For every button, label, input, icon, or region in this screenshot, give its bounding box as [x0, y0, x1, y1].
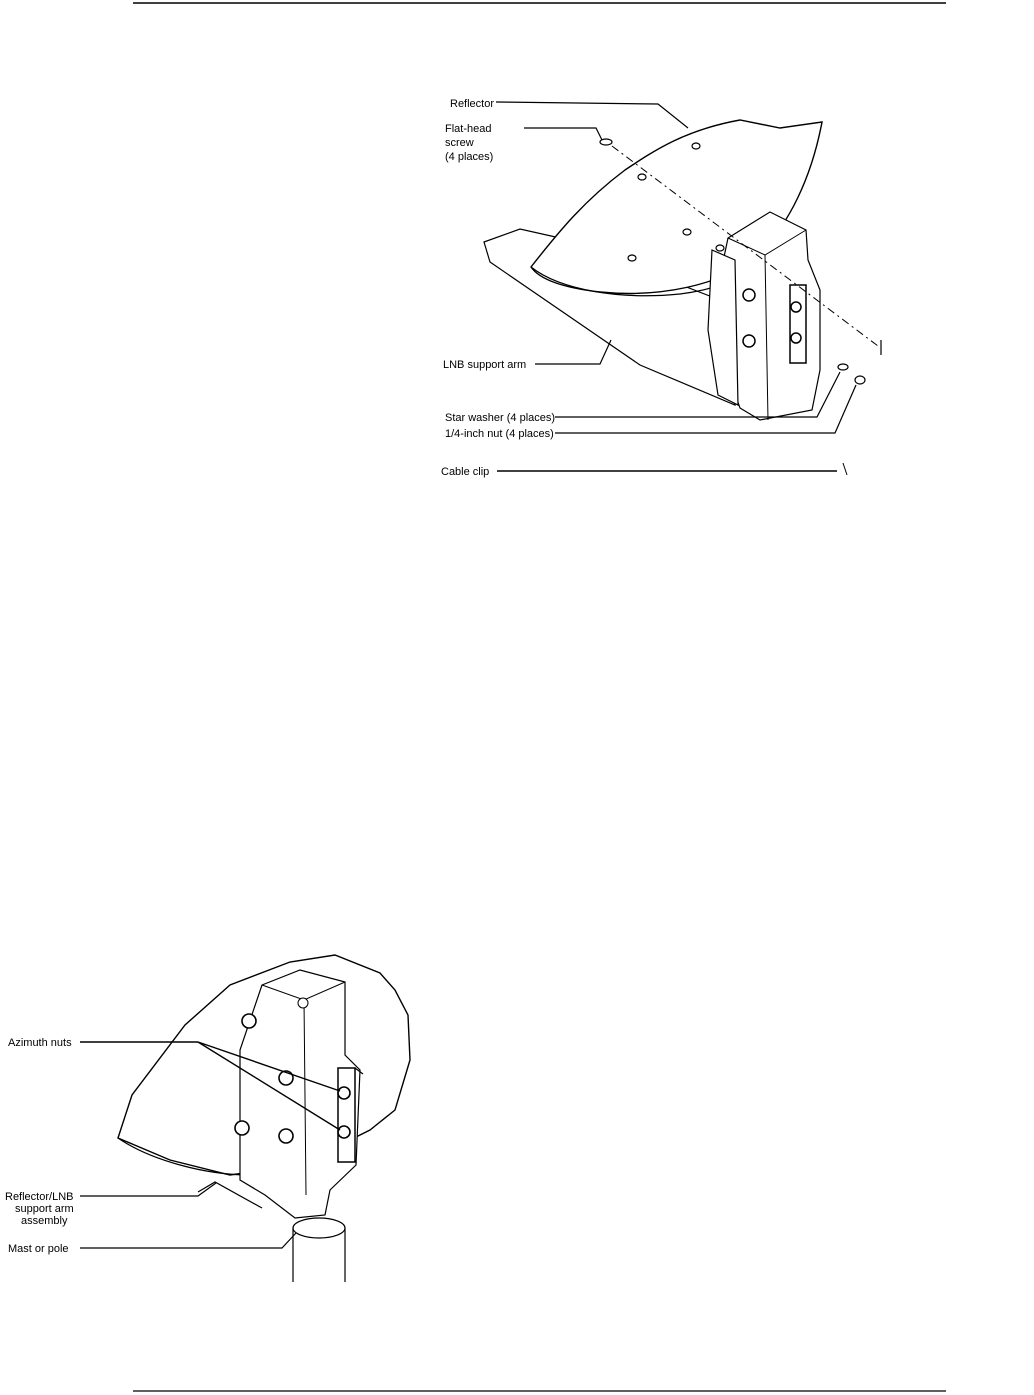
leader-assembly: [80, 1183, 216, 1196]
azimuth-mount-figure: [5, 955, 410, 1282]
label-assembly-2: support arm: [15, 1203, 74, 1215]
leader-flat-head-screw: [524, 128, 602, 140]
label-nut: 1/4-inch nut (4 places): [445, 428, 554, 440]
clamp-plate: [790, 285, 806, 363]
azimuth-clamp-plate: [338, 1068, 355, 1162]
mast-top: [293, 1218, 345, 1238]
label-lnb-support-arm: LNB support arm: [443, 359, 527, 371]
label-mast: Mast or pole: [8, 1243, 69, 1255]
label-cable-clip: Cable clip: [441, 466, 490, 478]
leader-lnb-support-arm: [535, 340, 611, 364]
nut-part: [855, 376, 865, 384]
leader-reflector: [496, 102, 688, 128]
label-flat-head-1: Flat-head: [445, 123, 492, 135]
star-washer-part: [838, 364, 848, 370]
bracket-bolt-hole: [298, 998, 308, 1008]
label-flat-head-3: (4 places): [445, 151, 494, 163]
label-assembly-3: assembly: [21, 1215, 68, 1227]
leader-mast: [80, 1233, 296, 1248]
label-star-washer: Star washer (4 places): [445, 412, 556, 424]
cable-clip-part: [843, 463, 847, 475]
label-reflector: Reflector: [450, 98, 495, 110]
label-azimuth-nuts: Azimuth nuts: [8, 1037, 72, 1049]
label-assembly-1: Reflector/LNB: [5, 1191, 74, 1203]
label-flat-head-2: screw: [445, 137, 474, 149]
reflector-lnb-exploded-figure: [441, 98, 881, 478]
